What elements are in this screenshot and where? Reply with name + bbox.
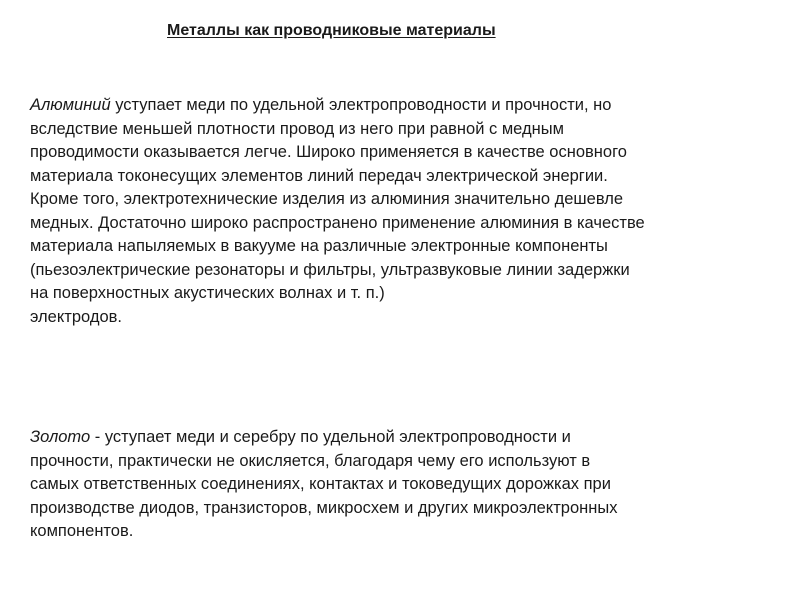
- gold-paragraph: [30, 426, 617, 544]
- paragraph-line: (пьезоэлектрические резонаторы и фильтры, ультразвуковые линии задержки: [30, 260, 630, 279]
- aluminum-term: Алюминий: [30, 96, 111, 114]
- paragraph-line: проводимости оказывается легче. Широко применяется в качестве основного: [30, 143, 627, 161]
- paragraph-line: материала токонесущих элементов линий передач электрической энергии.: [30, 166, 608, 185]
- paragraph-line: прочности, практически не окисляется, благодаря чему его используют в: [30, 451, 591, 470]
- paragraph-line-text: - уступает меди и серебру по удельной электропроводности и: [90, 428, 571, 446]
- paragraph-line: Кроме того, электротехнические изделия из алюминия значительно дешевле: [30, 190, 624, 208]
- paragraph-line: на поверхностных акустических волнах и т. п.): [30, 284, 385, 302]
- paragraph-line: электродов.: [30, 307, 122, 326]
- gold-term: Золото: [30, 428, 91, 446]
- paragraph-line: производстве диодов, транзисторов, микросхем и других микроэлектронных: [30, 498, 618, 517]
- paragraph-line: [30, 426, 617, 450]
- paragraph-line: [30, 94, 645, 118]
- paragraph-line: вследствие меньшей плотности провод из него при равной с медным: [30, 119, 564, 138]
- page-title: Металлы как проводниковые материалы: [167, 22, 496, 39]
- paragraph-line: материала напыляемых в вакууме на различные электронные компоненты: [30, 237, 608, 255]
- paragraph-line: компонентов.: [30, 522, 134, 540]
- paragraph-line: медных. Достаточно широко распространено применение алюминия в качестве: [30, 213, 645, 232]
- aluminum-paragraph: [30, 94, 645, 329]
- paragraph-line-text: уступает меди по удельной электропроводности и прочности, но: [110, 96, 612, 114]
- paragraph-line: самых ответственных соединениях, контактах и токоведущих дорожках при: [30, 475, 611, 493]
